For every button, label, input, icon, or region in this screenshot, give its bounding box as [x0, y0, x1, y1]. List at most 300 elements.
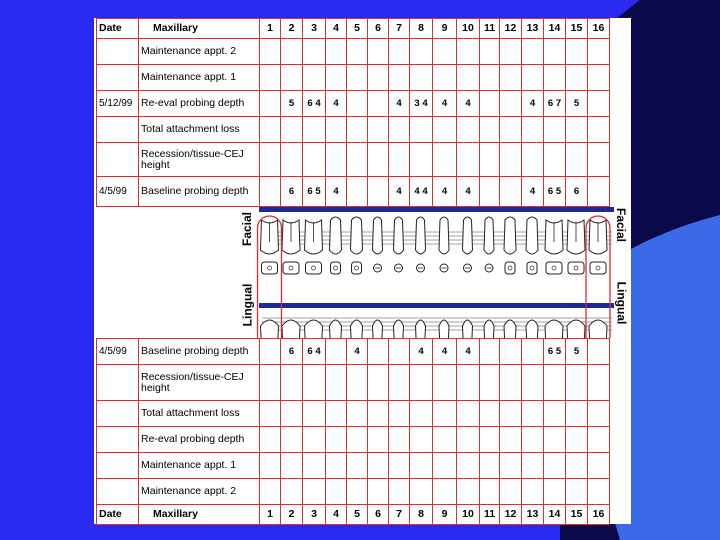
tooth-cell[interactable]	[566, 401, 588, 427]
tooth-lingual-5	[351, 320, 363, 338]
tooth-cell[interactable]	[303, 365, 326, 401]
teeth-diagram-svg	[94, 206, 631, 338]
tooth-number-9: 9	[433, 19, 457, 39]
tooth-cell[interactable]	[433, 365, 457, 401]
tooth-cell[interactable]	[566, 427, 588, 453]
row-date	[97, 401, 139, 427]
tooth-cell[interactable]	[281, 65, 303, 91]
tooth-cell[interactable]	[389, 117, 410, 143]
tooth-cell[interactable]	[544, 365, 566, 401]
tooth-cell[interactable]	[368, 117, 389, 143]
tooth-cell[interactable]	[480, 65, 500, 91]
tooth-number-4: 4	[326, 19, 347, 39]
header-row	[97, 19, 610, 39]
tooth-cell[interactable]	[544, 479, 566, 505]
tooth-number-2: 2	[281, 505, 303, 525]
tooth-cell[interactable]	[433, 479, 457, 505]
tooth-cell[interactable]	[368, 91, 389, 117]
tooth-cell[interactable]	[303, 117, 326, 143]
maxillary-bottom-table	[96, 338, 610, 525]
tooth-occlusal-15	[568, 262, 584, 274]
tooth-cell[interactable]	[480, 453, 500, 479]
tooth-cell[interactable]	[260, 39, 281, 65]
tooth-cell[interactable]	[500, 39, 522, 65]
tooth-cell[interactable]: 4	[457, 177, 480, 207]
tooth-cell[interactable]: 4	[326, 177, 347, 207]
row-label: Baseline probing depth	[139, 339, 260, 365]
tooth-cell[interactable]	[260, 177, 281, 207]
tooth-cell[interactable]	[410, 143, 433, 177]
tooth-occlusal-1	[262, 262, 278, 274]
tooth-lingual-12	[504, 320, 516, 338]
tooth-cell[interactable]	[544, 401, 566, 427]
tooth-number-7: 7	[389, 19, 410, 39]
tooth-cell[interactable]	[500, 177, 522, 207]
tooth-cell[interactable]	[347, 401, 368, 427]
tooth-cell[interactable]	[566, 365, 588, 401]
tooth-cell[interactable]	[566, 143, 588, 177]
tooth-cell[interactable]	[303, 479, 326, 505]
tooth-cell[interactable]: 4 4	[410, 177, 433, 207]
tooth-cell[interactable]	[500, 65, 522, 91]
row-date	[97, 65, 139, 91]
tooth-cell[interactable]	[368, 339, 389, 365]
tooth-cell[interactable]	[347, 91, 368, 117]
tooth-cell[interactable]	[326, 65, 347, 91]
tooth-cell[interactable]	[457, 427, 480, 453]
tooth-cell[interactable]	[389, 339, 410, 365]
tooth-cell[interactable]	[260, 91, 281, 117]
tooth-cell[interactable]	[480, 401, 500, 427]
tooth-cell[interactable]	[326, 117, 347, 143]
tooth-cell[interactable]	[410, 427, 433, 453]
tooth-cell[interactable]	[566, 453, 588, 479]
tooth-cell[interactable]	[281, 401, 303, 427]
tooth-cell[interactable]	[303, 453, 326, 479]
tooth-lingual-10	[463, 320, 473, 338]
section-header: Maxillary	[139, 505, 260, 525]
tooth-number-2: 2	[281, 19, 303, 39]
tooth-cell[interactable]	[260, 479, 281, 505]
tooth-number-16: 16	[588, 19, 610, 39]
row-label: Total attachment loss	[139, 117, 260, 143]
tooth-cell[interactable]: 4	[326, 91, 347, 117]
tooth-cell[interactable]	[480, 339, 500, 365]
tooth-facial-8	[416, 217, 426, 254]
tooth-lingual-15	[567, 320, 585, 338]
tooth-facial-11	[484, 217, 494, 254]
tooth-cell[interactable]: 4	[457, 339, 480, 365]
tooth-cell[interactable]	[260, 65, 281, 91]
tooth-cell[interactable]	[480, 365, 500, 401]
tooth-cell[interactable]: 4	[410, 339, 433, 365]
tooth-lingual-3	[305, 320, 323, 338]
date-header: Date	[97, 505, 139, 525]
tooth-cell[interactable]	[303, 143, 326, 177]
tooth-cell[interactable]	[368, 177, 389, 207]
tooth-cell[interactable]: 6	[281, 177, 303, 207]
tooth-cell[interactable]	[389, 39, 410, 65]
tooth-cell[interactable]	[260, 117, 281, 143]
tooth-cell[interactable]	[522, 143, 544, 177]
tooth-facial-7	[394, 217, 404, 254]
tooth-cell[interactable]	[588, 91, 610, 117]
tooth-facial-9	[439, 217, 449, 254]
tooth-number-7: 7	[389, 505, 410, 525]
tooth-number-14: 14	[544, 19, 566, 39]
tooth-number-11: 11	[480, 19, 500, 39]
tooth-lingual-1	[261, 320, 279, 338]
row-label: Recession/tissue-CEJ height	[139, 365, 260, 401]
tooth-cell[interactable]	[588, 453, 610, 479]
tooth-cell[interactable]: 4	[433, 339, 457, 365]
tooth-cell[interactable]	[368, 453, 389, 479]
row-date	[97, 117, 139, 143]
table-row	[97, 177, 610, 207]
tooth-cell[interactable]	[347, 427, 368, 453]
tooth-facial-5	[351, 217, 363, 254]
tooth-cell[interactable]	[480, 91, 500, 117]
tooth-number-1: 1	[260, 19, 281, 39]
tooth-cell[interactable]	[281, 365, 303, 401]
tooth-cell[interactable]	[566, 479, 588, 505]
tooth-cell[interactable]	[480, 117, 500, 143]
tooth-cell[interactable]	[522, 401, 544, 427]
tooth-cell[interactable]	[303, 427, 326, 453]
tooth-number-13: 13	[522, 505, 544, 525]
tooth-cell[interactable]	[457, 65, 480, 91]
tooth-cell[interactable]	[326, 453, 347, 479]
lingual-label-left: Lingual	[240, 283, 255, 327]
tooth-cell[interactable]	[500, 401, 522, 427]
tooth-cell[interactable]: 5	[566, 339, 588, 365]
table-row	[97, 339, 610, 365]
tooth-cell[interactable]: 3 4	[410, 91, 433, 117]
tooth-cell[interactable]	[457, 117, 480, 143]
tooth-cell[interactable]	[389, 401, 410, 427]
tooth-cell[interactable]	[480, 143, 500, 177]
tooth-number-12: 12	[500, 505, 522, 525]
tooth-cell[interactable]	[480, 427, 500, 453]
tooth-number-15: 15	[566, 19, 588, 39]
tooth-cell[interactable]	[457, 365, 480, 401]
tooth-cell[interactable]	[433, 427, 457, 453]
tooth-cell[interactable]	[500, 339, 522, 365]
tooth-cell[interactable]: 6 5	[303, 177, 326, 207]
tooth-cell[interactable]	[433, 143, 457, 177]
tooth-cell[interactable]	[544, 39, 566, 65]
tooth-number-10: 10	[457, 19, 480, 39]
tooth-cell[interactable]	[588, 39, 610, 65]
tooth-cell[interactable]	[410, 479, 433, 505]
tooth-cell[interactable]	[368, 39, 389, 65]
tooth-cell[interactable]: 5	[566, 91, 588, 117]
tooth-occlusal-2	[283, 262, 299, 274]
tooth-number-4: 4	[326, 505, 347, 525]
maxillary-top-table	[96, 18, 610, 207]
tooth-cell[interactable]	[544, 143, 566, 177]
tooth-occlusal-13	[527, 262, 537, 274]
tooth-cell[interactable]	[522, 427, 544, 453]
tooth-number-15: 15	[566, 505, 588, 525]
tooth-cell[interactable]	[500, 453, 522, 479]
tooth-number-8: 8	[410, 505, 433, 525]
tooth-cell[interactable]	[500, 117, 522, 143]
tooth-cell[interactable]	[281, 117, 303, 143]
tooth-occlusal-5	[352, 262, 362, 274]
tooth-cell[interactable]	[326, 427, 347, 453]
tooth-cell[interactable]	[410, 453, 433, 479]
tooth-cell[interactable]	[347, 479, 368, 505]
tooth-facial-10	[463, 217, 473, 254]
tooth-facial-13	[526, 217, 538, 254]
facial-band	[259, 207, 614, 212]
tooth-cell[interactable]	[260, 427, 281, 453]
tooth-occlusal-14	[546, 262, 562, 274]
tooth-cell[interactable]	[347, 143, 368, 177]
tooth-lingual-4	[330, 320, 342, 338]
tooth-cell[interactable]	[347, 177, 368, 207]
tooth-cell[interactable]	[303, 65, 326, 91]
tooth-cell[interactable]	[522, 365, 544, 401]
tooth-cell[interactable]	[588, 479, 610, 505]
teeth-diagram	[94, 206, 631, 338]
row-date	[97, 479, 139, 505]
tooth-number-1: 1	[260, 505, 281, 525]
row-label: Maintenance appt. 1	[139, 65, 260, 91]
tooth-cell[interactable]	[303, 401, 326, 427]
facial-label-right: Facial	[614, 207, 629, 243]
tooth-cell[interactable]	[566, 65, 588, 91]
tooth-lingual-7	[394, 320, 404, 338]
tooth-lingual-6	[373, 320, 383, 338]
tooth-cell[interactable]	[544, 453, 566, 479]
tooth-cell[interactable]: 4	[457, 91, 480, 117]
facial-label-left: Facial	[240, 211, 255, 247]
row-date	[97, 453, 139, 479]
tooth-cell[interactable]	[303, 39, 326, 65]
tooth-number-12: 12	[500, 19, 522, 39]
tooth-cell[interactable]	[326, 39, 347, 65]
tooth-cell[interactable]	[522, 117, 544, 143]
tooth-cell[interactable]	[433, 39, 457, 65]
tooth-cell[interactable]	[347, 365, 368, 401]
tooth-cell[interactable]	[544, 117, 566, 143]
row-date	[97, 39, 139, 65]
table-row	[97, 65, 610, 91]
tooth-facial-6	[373, 217, 383, 254]
tooth-cell[interactable]	[368, 479, 389, 505]
row-label: Baseline probing depth	[139, 177, 260, 207]
tooth-lingual-2	[282, 320, 300, 338]
row-date	[97, 143, 139, 177]
tooth-cell[interactable]	[368, 143, 389, 177]
tooth-cell[interactable]: 6 5	[544, 339, 566, 365]
tooth-cell[interactable]	[326, 365, 347, 401]
tooth-cell[interactable]: 4	[433, 177, 457, 207]
table-row	[97, 117, 610, 143]
tooth-cell[interactable]	[260, 453, 281, 479]
tooth-cell[interactable]	[260, 401, 281, 427]
tooth-cell[interactable]	[433, 453, 457, 479]
row-label: Re-eval probing depth	[139, 427, 260, 453]
tooth-cell[interactable]	[522, 39, 544, 65]
row-date	[97, 365, 139, 401]
tooth-number-8: 8	[410, 19, 433, 39]
tooth-cell[interactable]	[389, 453, 410, 479]
tooth-cell[interactable]: 6	[281, 339, 303, 365]
tooth-lingual-11	[484, 320, 494, 338]
tooth-cell[interactable]	[260, 143, 281, 177]
tooth-number-3: 3	[303, 19, 326, 39]
tooth-cell[interactable]	[281, 427, 303, 453]
table-row	[97, 479, 610, 505]
tooth-number-13: 13	[522, 19, 544, 39]
tooth-cell[interactable]	[389, 479, 410, 505]
header-row	[97, 505, 610, 525]
tooth-cell[interactable]	[500, 91, 522, 117]
tooth-number-16: 16	[588, 505, 610, 525]
tooth-cell[interactable]	[433, 65, 457, 91]
tooth-cell[interactable]	[566, 117, 588, 143]
tooth-number-14: 14	[544, 505, 566, 525]
tooth-number-3: 3	[303, 505, 326, 525]
tooth-cell[interactable]	[588, 177, 610, 207]
tooth-cell[interactable]	[457, 479, 480, 505]
tooth-cell[interactable]	[281, 479, 303, 505]
tooth-cell[interactable]	[588, 65, 610, 91]
table-row	[97, 143, 610, 177]
tooth-number-6: 6	[368, 505, 389, 525]
tooth-cell[interactable]	[389, 143, 410, 177]
tooth-cell[interactable]	[410, 117, 433, 143]
tooth-cell[interactable]: 6 5	[544, 177, 566, 207]
tooth-occlusal-16	[590, 262, 606, 274]
tooth-cell[interactable]	[500, 479, 522, 505]
tooth-cell[interactable]	[480, 39, 500, 65]
tooth-cell[interactable]	[500, 427, 522, 453]
tooth-cell[interactable]	[433, 117, 457, 143]
lingual-band	[259, 303, 614, 308]
tooth-cell[interactable]: 4	[522, 177, 544, 207]
tooth-cell[interactable]	[347, 117, 368, 143]
tooth-cell[interactable]	[260, 339, 281, 365]
tooth-cell[interactable]: 6	[566, 177, 588, 207]
tooth-cell[interactable]	[433, 401, 457, 427]
tooth-cell[interactable]: 4	[389, 91, 410, 117]
tooth-cell[interactable]: 6 7	[544, 91, 566, 117]
tooth-cell[interactable]	[457, 143, 480, 177]
tooth-cell[interactable]	[544, 65, 566, 91]
tooth-cell[interactable]	[326, 479, 347, 505]
tooth-cell[interactable]	[410, 65, 433, 91]
tooth-lingual-14	[545, 320, 563, 338]
tooth-facial-4	[330, 217, 342, 254]
tooth-number-5: 5	[347, 19, 368, 39]
tooth-cell[interactable]	[457, 401, 480, 427]
tooth-cell[interactable]	[347, 453, 368, 479]
tooth-cell[interactable]	[281, 39, 303, 65]
tooth-cell[interactable]	[500, 143, 522, 177]
tooth-lingual-9	[439, 320, 449, 338]
row-date: 4/5/99	[97, 339, 139, 365]
tooth-cell[interactable]	[326, 143, 347, 177]
tooth-cell[interactable]	[544, 427, 566, 453]
tooth-cell[interactable]	[500, 365, 522, 401]
tooth-cell[interactable]	[410, 39, 433, 65]
tooth-cell[interactable]	[588, 339, 610, 365]
tooth-cell[interactable]	[522, 453, 544, 479]
tooth-occlusal-3	[306, 262, 322, 274]
tooth-cell[interactable]	[480, 177, 500, 207]
tooth-cell[interactable]	[281, 453, 303, 479]
tooth-cell[interactable]	[410, 365, 433, 401]
tooth-cell[interactable]: 4	[522, 91, 544, 117]
tooth-cell[interactable]	[260, 365, 281, 401]
tooth-cell[interactable]	[389, 365, 410, 401]
row-date: 5/12/99	[97, 91, 139, 117]
tooth-cell[interactable]	[588, 117, 610, 143]
table-row	[97, 453, 610, 479]
tooth-cell[interactable]: 4	[433, 91, 457, 117]
section-header: Maxillary	[139, 19, 260, 39]
tooth-cell[interactable]: 6 4	[303, 91, 326, 117]
row-date	[97, 427, 139, 453]
tooth-cell[interactable]	[522, 339, 544, 365]
tooth-cell[interactable]	[347, 39, 368, 65]
tooth-cell[interactable]	[566, 39, 588, 65]
tooth-cell[interactable]	[522, 65, 544, 91]
tooth-cell[interactable]	[368, 401, 389, 427]
tooth-occlusal-4	[331, 262, 341, 274]
tooth-cell[interactable]	[588, 365, 610, 401]
tooth-cell[interactable]	[389, 427, 410, 453]
lingual-label-right: Lingual	[614, 281, 629, 325]
tooth-number-6: 6	[368, 19, 389, 39]
tooth-cell[interactable]	[457, 39, 480, 65]
tooth-facial-12	[504, 217, 516, 254]
tooth-cell[interactable]	[457, 453, 480, 479]
tooth-cell[interactable]: 4	[347, 339, 368, 365]
tooth-cell[interactable]	[368, 65, 389, 91]
row-label: Maintenance appt. 1	[139, 453, 260, 479]
tooth-cell[interactable]	[410, 401, 433, 427]
tooth-number-9: 9	[433, 505, 457, 525]
tooth-cell[interactable]	[588, 427, 610, 453]
row-label: Total attachment loss	[139, 401, 260, 427]
tooth-cell[interactable]	[522, 479, 544, 505]
tooth-cell[interactable]	[368, 365, 389, 401]
tooth-cell[interactable]	[588, 143, 610, 177]
tooth-cell[interactable]	[281, 143, 303, 177]
tooth-lingual-13	[526, 320, 538, 338]
tooth-cell[interactable]	[368, 427, 389, 453]
tooth-cell[interactable]	[326, 401, 347, 427]
tooth-cell[interactable]: 6 4	[303, 339, 326, 365]
tooth-cell[interactable]: 5	[281, 91, 303, 117]
table-row	[97, 401, 610, 427]
tooth-cell[interactable]	[347, 65, 368, 91]
table-row	[97, 365, 610, 401]
tooth-cell[interactable]	[389, 65, 410, 91]
tooth-cell[interactable]	[588, 401, 610, 427]
tooth-number-10: 10	[457, 505, 480, 525]
tooth-lingual-16	[589, 320, 607, 338]
tooth-cell[interactable]	[326, 339, 347, 365]
tooth-cell[interactable]: 4	[389, 177, 410, 207]
table-row	[97, 39, 610, 65]
tooth-cell[interactable]	[480, 479, 500, 505]
